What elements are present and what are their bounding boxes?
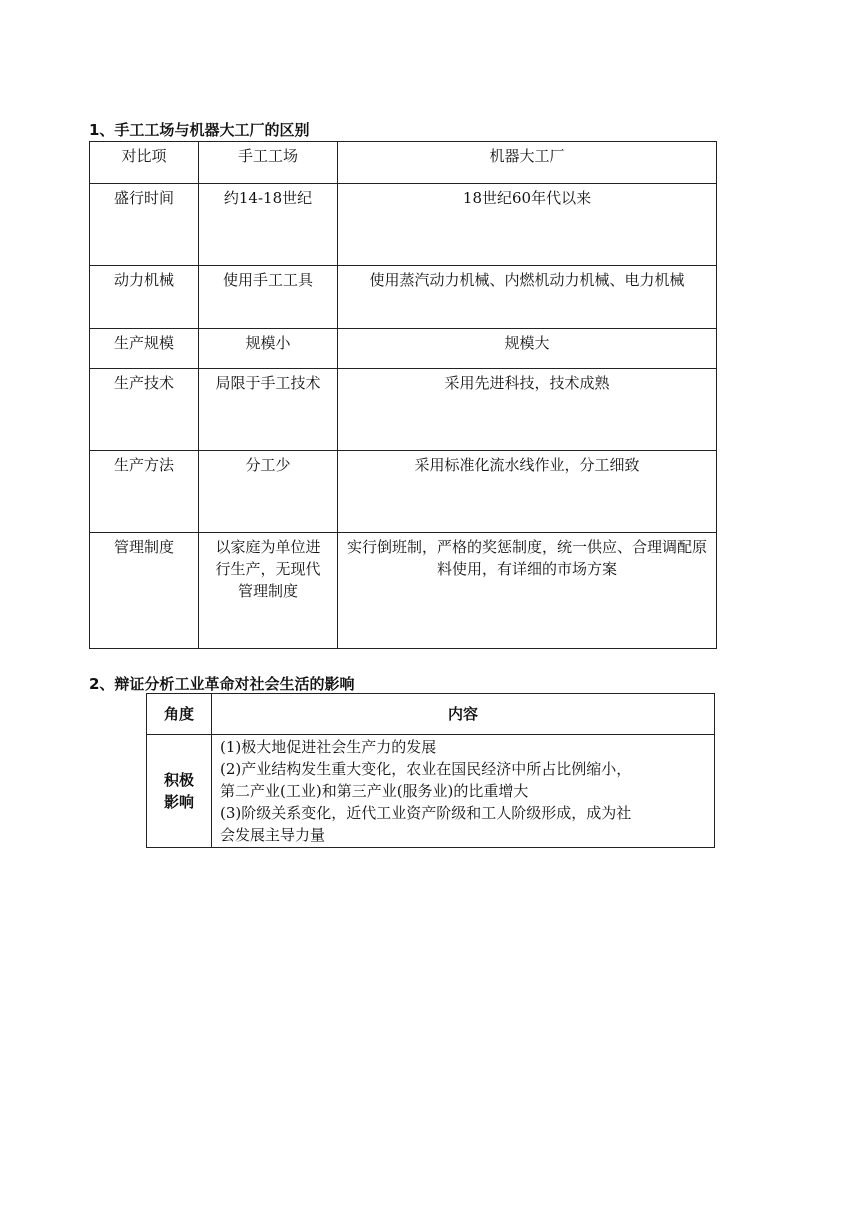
cell: 18世纪60年代以来: [338, 184, 717, 266]
row-label: 动力机械: [90, 266, 199, 329]
table-row: [90, 266, 717, 329]
row-label: [147, 735, 212, 848]
row-label: 生产规模: [90, 329, 199, 369]
content-line: 会发展主导力量: [220, 826, 326, 844]
section2-title: 2、辩证分析工业革命对社会生活的影响: [89, 675, 355, 693]
header-cell: 机器大工厂: [338, 142, 717, 184]
section1-title: 1、手工工场与机器大工厂的区别: [89, 121, 310, 139]
table-row: [90, 329, 717, 369]
header-cell: 角度: [147, 694, 212, 735]
header-cell: 内容: [212, 694, 715, 735]
row-label-line: 积极: [163, 771, 194, 789]
table-row: [147, 735, 715, 848]
table-row: [90, 184, 717, 266]
table-header-row: [147, 694, 715, 735]
row-label: 生产方法: [90, 451, 199, 533]
cell: 规模大: [338, 329, 717, 369]
row-label-line: 影响: [163, 793, 194, 811]
content-line: 第二产业(工业)和第三产业(服务业)的比重增大: [220, 782, 529, 800]
table-header-row: [90, 142, 717, 184]
header-cell: 手工工场: [199, 142, 338, 184]
content-line: (2)产业结构发生重大变化，农业在国民经济中所占比例缩小，: [220, 760, 632, 778]
cell: 使用蒸汽动力机械、内燃机动力机械、电力机械: [338, 266, 717, 329]
header-cell: 对比项: [90, 142, 199, 184]
cell: 实行倒班制，严格的奖惩制度，统一供应、合理调配原料使用，有详细的市场方案: [338, 533, 717, 649]
table-row: [90, 451, 717, 533]
table-row: [90, 533, 717, 649]
factory-comparison-table: [89, 141, 717, 649]
cell: 采用标准化流水线作业，分工细致: [338, 451, 717, 533]
cell: 以家庭为单位进行生产，无现代管理制度: [199, 533, 338, 649]
cell: 约14-18世纪: [199, 184, 338, 266]
row-label: 盛行时间: [90, 184, 199, 266]
content-cell: [212, 735, 715, 848]
cell: 局限于手工技术: [199, 369, 338, 451]
cell: 采用先进科技，技术成熟: [338, 369, 717, 451]
cell: 规模小: [199, 329, 338, 369]
content-line: (1)极大地促进社会生产力的发展: [220, 738, 437, 756]
cell: 使用手工工具: [199, 266, 338, 329]
content-line: (3)阶级关系变化，近代工业资产阶级和工人阶级形成，成为社: [220, 804, 632, 822]
table-row: [90, 369, 717, 451]
row-label: 生产技术: [90, 369, 199, 451]
row-label: 管理制度: [90, 533, 199, 649]
impact-table: [146, 693, 715, 848]
cell: 分工少: [199, 451, 338, 533]
